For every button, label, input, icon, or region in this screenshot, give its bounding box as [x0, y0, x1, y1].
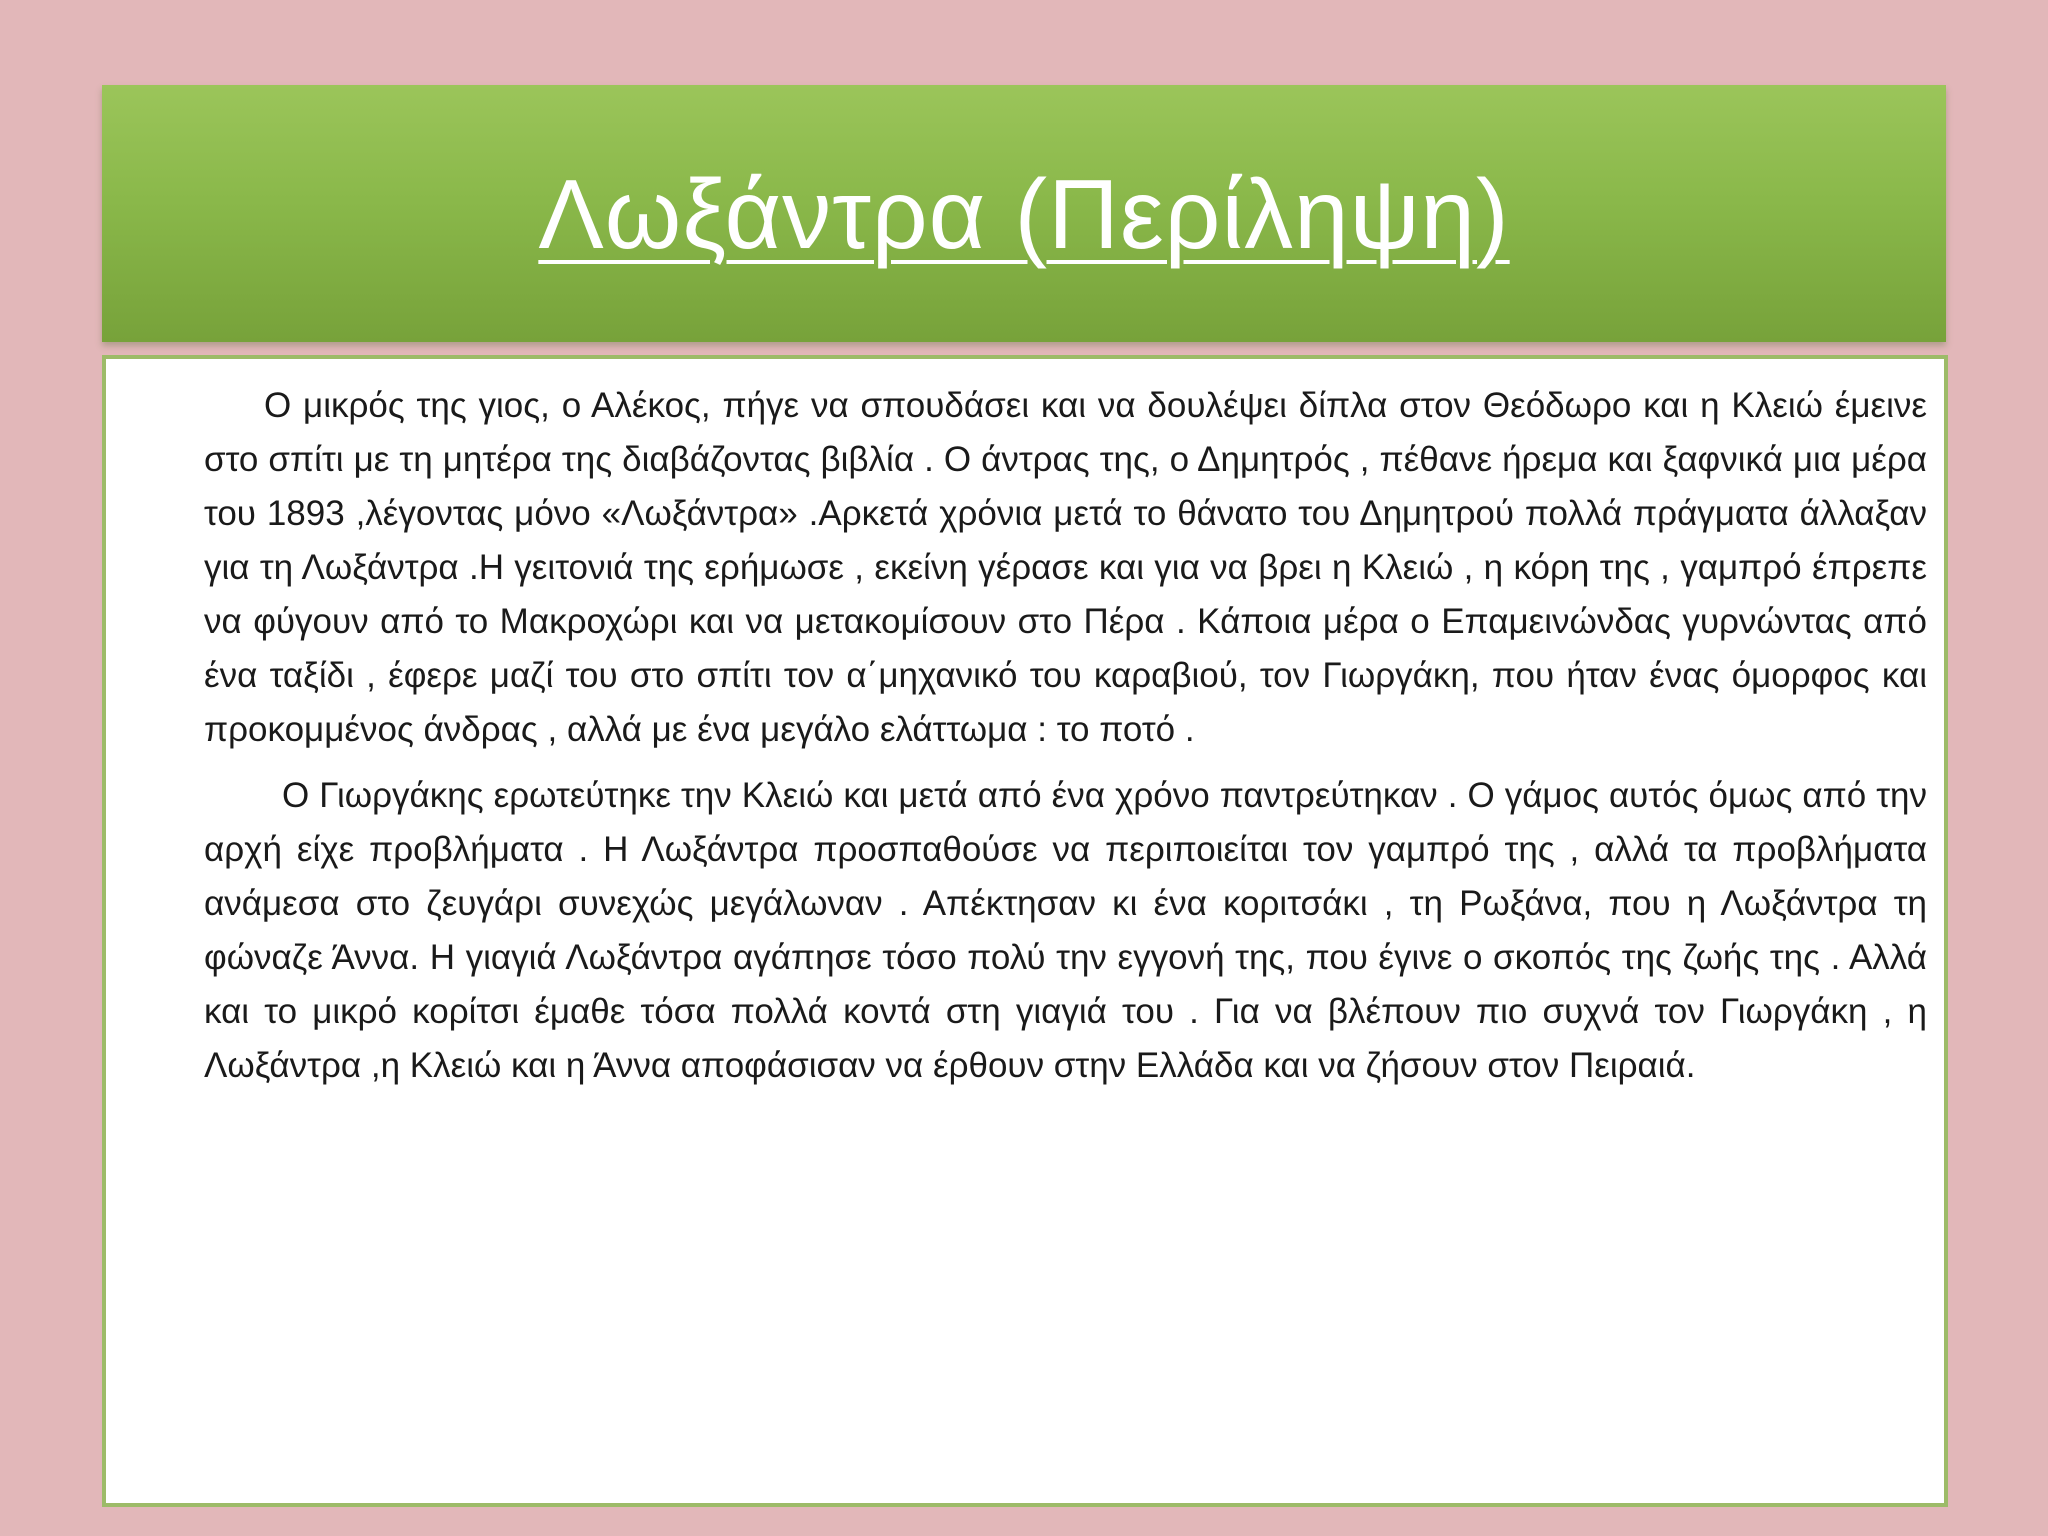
- title-banner: [102, 85, 1946, 342]
- summary-text-box: [102, 355, 1948, 1507]
- slide-title: Λωξάντρα (Περίληψη): [538, 158, 1510, 269]
- summary-paragraph-2: Ο Γιωργάκης ερωτεύτηκε την Κλειώ και μετά από ένα χρόνο παντρεύτηκαν . Ο γάμος αυτός όμως από την αρχή είχε προβλήματα . Η Λωξάντρα προσπαθούσε να περιποιείται τον γαμπρό της , αλλά τα προβλήματα ανάμεσα στο ζευγάρι συνεχώς μεγάλωναν . Απέκτησαν κι ένα κοριτσάκι , τη Ρωξάνα, που η Λωξάντρα τη φώναζε Άννα. Η γιαγιά Λωξάντρα αγάπησε τόσο πολύ την εγγονή της, που έγινε ο σκοπός της ζωής της . Αλλά και το μικρό κορίτσι έμαθε τόσα πολλά κοντά στη γιαγιά του . Για να βλέπουν πιο συχνά τον Γιωργάκη , η Λωξάντρα ,η Κλειώ και η Άννα αποφάσισαν να έρθουν στην Ελλάδα και να ζήσουν στον Πειραιά.: [204, 776, 1927, 1085]
- summary-paragraph-1: Ο μικρός της γιος, ο Αλέκος, πήγε να σπουδάσει και να δουλέψει δίπλα στον Θεόδωρο και η Κλειώ έμεινε στο σπίτι με τη μητέρα της διαβάζοντας βιβλία . Ο άντρας της, ο Δημητρός , πέθανε ήρεμα και ξαφνικά μια μέρα του 1893 ,λέγοντας μόνο «Λωξάντρα» .Αρκετά χρόνια μετά το θάνατο του Δημητρού πολλά πράγματα άλλαξαν για τη Λωξάντρα .Η γειτονιά της ερήμωσε , εκείνη γέρασε και για να βρει η Κλειώ , η κόρη της , γαμπρό έπρεπε να φύγουν από το Μακροχώρι και να μετακομίσουν στο Πέρα . Κάποια μέρα ο Επαμεινώνδας γυρνώντας από ένα ταξίδι , έφερε μαζί του στο σπίτι τον α΄μηχανικό του καραβιού, τον Γιωργάκη, που ήταν ένας όμορφος και προκομμένος άνδρας , αλλά με ένα μεγάλο ελάττωμα : το ποτό .: [204, 386, 1927, 749]
- summary-body: [204, 379, 1927, 1105]
